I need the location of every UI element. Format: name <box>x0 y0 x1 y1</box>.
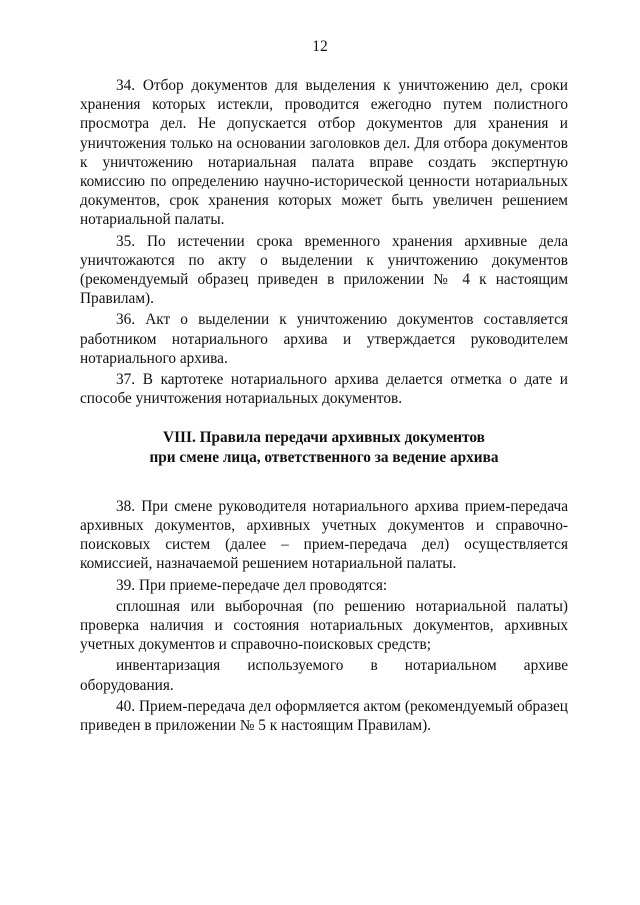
page-number: 12 <box>312 38 328 55</box>
section-title-line2: при смене лица, ответственного за ведение архива <box>149 448 499 466</box>
paragraph-39: 39. При приеме-передаче дел проводятся: <box>116 576 388 594</box>
paragraph-38: 38. При смене руководителя нотариального архива прием-передача архивных документов, архивных учетных документов и справочно-поисковых систем (далее – прием-передача дел) осуществляется комиссией, назначаемой решением нотариальной палаты. <box>80 497 568 573</box>
paragraph-39-item-2: инвентаризация используемого в нотариальном архиве оборудования. <box>80 657 568 694</box>
paragraph-40: 40. Прием-передача дел оформляется актом (рекомендуемый образец приведен в приложении № 5 к настоящим Правилам). <box>80 697 568 735</box>
section-title-line1: VIII. Правила передачи архивных документов <box>163 429 485 447</box>
section-heading <box>80 428 568 466</box>
paragraph-39-item-1: сплошная или выборочная (по решению нотариальной палаты) проверка наличия и состояния нотариальных документов, архивных учетных документов и справочно-поисковых средств; <box>80 597 568 654</box>
document-body <box>80 76 568 735</box>
paragraph-36: 36. Акт о выделении к уничтожению документов составляется работником нотариального архива и утверждается руководителем нотариального архива. <box>80 311 568 367</box>
paragraph-34: 34. Отбор документов для выделения к уничтожению дел, сроки хранения которых истекли, проводится ежегодно путем полистного просмотра дел. Не допускается отбор документов для хранения и уничтожения только на основании заголовков дел. Для отбора документов к уничтожению нотариальная палата вправе создать экспертную комиссию по определению научно-исторической ценности нотариальных документов, срок хранения которых может быть увеличен решением нотариальной палаты. <box>80 77 568 229</box>
paragraph-37: 37. В картотеке нотариального архива делается отметка о дате и способе уничтожения нотариальных документов. <box>80 371 568 408</box>
paragraph-35: 35. По истечении срока временного хранения архивные дела уничтожаются по акту о выделении к уничтожению документов (рекомендуемый образец приведен в приложении № 4 к настоящим Правилам). <box>80 232 568 308</box>
